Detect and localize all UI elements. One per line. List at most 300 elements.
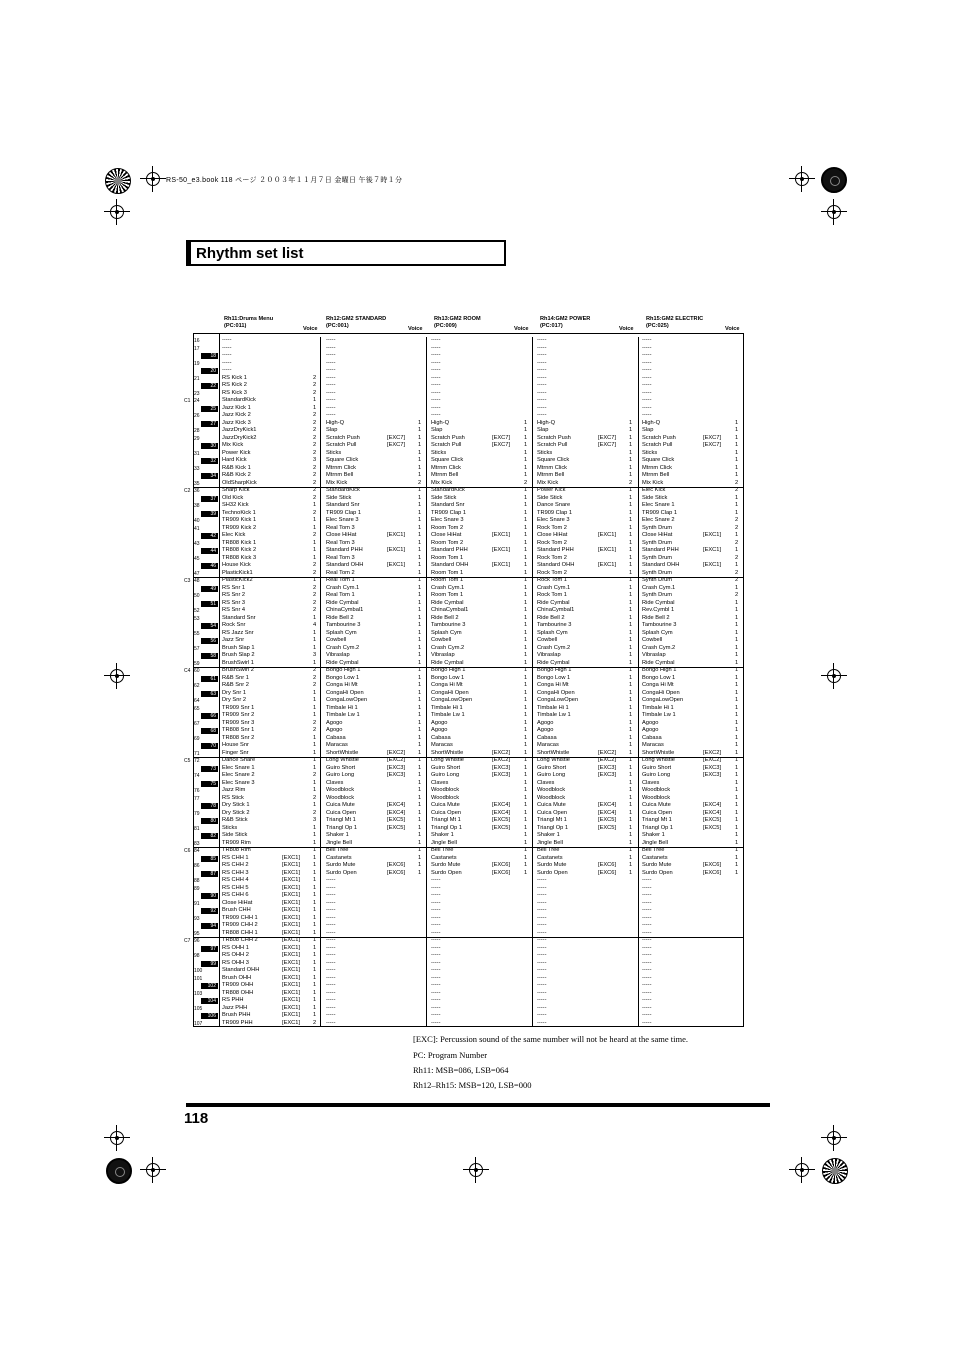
instrument-name: Room Tom 1 xyxy=(431,554,464,561)
instrument-name: ----- xyxy=(326,944,336,951)
voice-count: 1 xyxy=(418,622,422,628)
exc-group: [EXC7] xyxy=(598,434,617,441)
voice-count: 1 xyxy=(524,502,528,508)
instrument-name: ----- xyxy=(431,337,441,343)
instrument-name: Scratch Push xyxy=(537,434,571,441)
instrument-name: Square Click xyxy=(326,457,359,463)
instrument-name: ----- xyxy=(642,1019,652,1026)
voice-count: 2 xyxy=(313,442,317,448)
voice-count: 1 xyxy=(418,584,422,591)
instrument-name: ----- xyxy=(326,922,336,928)
instrument-name: RS OHH 3 xyxy=(222,959,249,966)
instrument-name: Mix Kick xyxy=(537,479,559,486)
key-number: 105 xyxy=(194,1005,203,1012)
key-number: 53 xyxy=(194,615,200,622)
instrument-name: Surdo Open xyxy=(537,869,568,876)
instrument-name: TR909 Kick 1 xyxy=(222,517,257,523)
instrument-name: Agogo xyxy=(642,727,659,733)
exc-group: [EXC5] xyxy=(387,817,406,823)
voice-count: 1 xyxy=(313,907,317,913)
instrument-name: TR909 Clap 1 xyxy=(326,509,362,516)
instrument-name: RS CHH 1 xyxy=(222,854,249,861)
voice-count: 2 xyxy=(313,599,317,606)
instrument-name: Jingle Bell xyxy=(642,839,668,846)
voice-count: 1 xyxy=(418,824,422,831)
key-number: 17 xyxy=(194,345,200,352)
voice-header: Voice xyxy=(303,326,318,332)
exc-group: [EXC1] xyxy=(387,562,406,568)
voice-count: 1 xyxy=(735,704,739,711)
instrument-name: Real Tom 1 xyxy=(326,577,355,583)
instrument-name: Bongo High 1 xyxy=(326,667,361,673)
exc-group: [EXC4] xyxy=(492,802,511,808)
instrument-name: RS Snr 1 xyxy=(222,584,246,591)
instrument-name: ----- xyxy=(326,914,336,921)
instrument-name: Jingle Bell xyxy=(537,839,563,846)
key-number: 35 xyxy=(194,480,200,487)
black-key-number: 68 xyxy=(201,728,218,734)
instrument-name: ----- xyxy=(642,884,652,891)
instrument-name: Scratch Push xyxy=(431,434,465,441)
registration-star-icon xyxy=(822,1158,848,1184)
key-number: 69 xyxy=(194,735,200,742)
voice-count: 1 xyxy=(735,622,739,628)
exc-group: [EXC7] xyxy=(492,442,511,448)
instrument-name: Cabasa xyxy=(431,734,451,741)
instrument-name: ----- xyxy=(326,352,336,358)
voice-count: 2 xyxy=(313,607,317,613)
instrument-name: ----- xyxy=(431,1019,441,1026)
instrument-name: OldSharpKick xyxy=(222,479,257,486)
voice-count: 1 xyxy=(629,419,633,426)
voice-count: 1 xyxy=(418,802,422,808)
instrument-name: ----- xyxy=(537,892,547,898)
instrument-name: Agogo xyxy=(326,719,343,726)
instrument-name: Real Tom 3 xyxy=(326,524,355,531)
exc-group: [EXC2] xyxy=(492,757,511,763)
instrument-name: Surdo Mute xyxy=(326,862,356,868)
exc-group: [EXC1] xyxy=(282,929,301,936)
instrument-name: Brush OHH xyxy=(222,974,252,981)
instrument-name: TR909 Clap 1 xyxy=(642,509,678,516)
instrument-name: Power Kick xyxy=(222,449,251,456)
voice-count: 1 xyxy=(313,757,317,763)
exc-group: [EXC1] xyxy=(282,967,301,973)
instrument-name: JazzDryKick1 xyxy=(222,427,257,433)
instrument-name: Standard OHH xyxy=(642,562,680,568)
key-number: 86 xyxy=(194,863,200,869)
instrument-name: Jazz Kick 3 xyxy=(222,419,251,426)
black-key-number: 30 xyxy=(201,443,218,449)
voice-count: 1 xyxy=(735,667,739,673)
exc-group: [EXC1] xyxy=(282,862,301,868)
instrument-name: ----- xyxy=(537,914,547,921)
instrument-name: Claves xyxy=(431,779,449,786)
exc-group: [EXC1] xyxy=(282,1004,301,1011)
voice-count: 3 xyxy=(313,817,317,823)
voice-count: 2 xyxy=(313,509,317,516)
instrument-name: Agogo xyxy=(642,719,659,726)
instrument-name: ----- xyxy=(431,1012,441,1018)
instrument-name: Jazz Kick 1 xyxy=(222,404,251,411)
instrument-name: Timbale Lw 1 xyxy=(431,712,465,718)
voice-header: Voice xyxy=(408,326,423,332)
instrument-name: TR909 Snr 2 xyxy=(222,712,255,718)
voice-count: 1 xyxy=(524,472,528,478)
voice-count: 1 xyxy=(629,772,633,778)
voice-count: 1 xyxy=(735,442,739,448)
instrument-name: ----- xyxy=(537,352,547,358)
instrument-name: ChinaCymbal1 xyxy=(537,607,575,613)
instrument-name: Mix Kick xyxy=(642,479,664,486)
exc-group: [EXC1] xyxy=(387,532,406,538)
voice-count: 1 xyxy=(524,494,528,501)
key-number: 71 xyxy=(194,750,200,757)
instrument-name: ShortWhistle xyxy=(431,749,464,756)
exc-group: [EXC6] xyxy=(492,869,511,876)
voice-count: 1 xyxy=(524,569,528,576)
voice-count: 1 xyxy=(313,802,317,808)
voice-count: 1 xyxy=(524,629,528,636)
voice-count: 1 xyxy=(629,712,633,718)
voice-count: 1 xyxy=(735,794,739,801)
voice-count: 1 xyxy=(418,847,422,853)
voice-count: 1 xyxy=(418,547,422,553)
instrument-name: ----- xyxy=(537,884,547,891)
instrument-name: StandardKick xyxy=(431,487,465,493)
voice-count: 1 xyxy=(313,524,317,531)
voice-count: 1 xyxy=(313,974,317,981)
instrument-name: ----- xyxy=(537,989,547,996)
voice-count: 1 xyxy=(629,779,633,786)
black-key-number: 85 xyxy=(201,856,218,862)
instrument-name: TR808 Kick 2 xyxy=(222,547,257,553)
instrument-name: ----- xyxy=(537,907,547,913)
key-number: 77 xyxy=(194,795,200,802)
voice-count: 1 xyxy=(524,449,528,456)
instrument-name: ----- xyxy=(326,397,336,403)
instrument-name: TR808 OHH xyxy=(222,989,254,996)
octave-label: C4 xyxy=(184,668,191,674)
voice-count: 1 xyxy=(313,704,317,711)
voice-count: 1 xyxy=(313,944,317,951)
voice-count: 1 xyxy=(418,464,422,471)
key-number: 55 xyxy=(194,630,200,637)
voice-count: 1 xyxy=(524,547,528,553)
voice-count: 1 xyxy=(313,644,317,651)
instrument-name: Cuica Open xyxy=(431,809,462,816)
instrument-name: StandardKick xyxy=(222,397,256,403)
instrument-name: Ride Bell 2 xyxy=(431,614,459,621)
instrument-name: Rock Tom 2 xyxy=(537,554,567,561)
voice-header: Voice xyxy=(619,326,634,332)
voice-count: 2 xyxy=(313,1019,317,1026)
key-number: 19 xyxy=(194,360,200,367)
key-number: 28 xyxy=(194,428,200,434)
instrument-name: Slap xyxy=(537,427,549,433)
black-key-number: 58 xyxy=(201,653,218,659)
instrument-name: Bell Tree xyxy=(326,847,349,853)
instrument-name: ----- xyxy=(537,929,547,936)
instrument-name: BrushSwirl 2 xyxy=(222,667,254,673)
instrument-name: Ride Bell 2 xyxy=(642,614,670,621)
instrument-name: ----- xyxy=(431,952,441,958)
exc-group: [EXC7] xyxy=(387,434,406,441)
instrument-name: ----- xyxy=(222,337,232,343)
voice-count: 1 xyxy=(313,967,317,973)
exc-group: [EXC7] xyxy=(703,434,722,441)
instrument-name: Triangl Mt 1 xyxy=(326,817,356,823)
voice-count: 1 xyxy=(524,644,528,651)
instrument-name: ----- xyxy=(642,899,652,906)
key-number: 81 xyxy=(194,825,200,832)
instrument-name: R&B Kick 2 xyxy=(222,472,251,478)
instrument-name: Bongo High 1 xyxy=(537,667,572,673)
instrument-name: Jazz PHH xyxy=(222,1004,248,1011)
voice-count: 1 xyxy=(629,787,633,793)
instrument-name: Guiro Short xyxy=(642,764,672,771)
exc-group: [EXC2] xyxy=(387,749,406,756)
instrument-name: ----- xyxy=(642,397,652,403)
voice-count: 1 xyxy=(735,674,739,681)
exc-group: [EXC1] xyxy=(703,532,722,538)
instrument-name: Timbale Hi 1 xyxy=(326,704,358,711)
instrument-name: Ride Bell 2 xyxy=(326,614,354,621)
black-key-number: 25 xyxy=(201,406,218,412)
column-separator xyxy=(532,337,533,1026)
instrument-name: Sticks xyxy=(326,449,342,456)
instrument-name: Standard PHH xyxy=(537,547,574,553)
instrument-name: RS Kick 3 xyxy=(222,389,247,396)
instrument-name: Room Tom 2 xyxy=(431,539,464,546)
instrument-name: Long Whistle xyxy=(537,757,570,763)
instrument-name: ----- xyxy=(642,952,652,958)
instrument-name: ----- xyxy=(431,974,441,981)
voice-count: 1 xyxy=(418,659,422,666)
instrument-name: RS OHH 2 xyxy=(222,952,249,958)
voice-count: 2 xyxy=(313,592,317,598)
voice-count: 1 xyxy=(524,839,528,846)
voice-count: 1 xyxy=(735,839,739,846)
key-number: 76 xyxy=(194,788,200,794)
instrument-name: Cuica Mute xyxy=(642,802,671,808)
voice-count: 1 xyxy=(313,629,317,636)
voice-count: 1 xyxy=(524,734,528,741)
exc-group: [EXC1] xyxy=(492,532,511,538)
instrument-name: RS CHH 3 xyxy=(222,869,249,876)
voice-count: 1 xyxy=(524,749,528,756)
key-number: 101 xyxy=(194,975,203,982)
instrument-name: ----- xyxy=(537,344,547,351)
instrument-name: ----- xyxy=(537,359,547,366)
instrument-name: Surdo Mute xyxy=(431,862,461,868)
instrument-name: Bell Tree xyxy=(431,847,454,853)
black-key-number: 54 xyxy=(201,623,218,629)
instrument-name: TR909 CHH 2 xyxy=(222,922,258,928)
instrument-name: ----- xyxy=(326,337,336,343)
instrument-name: TR909 Clap 1 xyxy=(431,509,467,516)
instrument-name: Sticks xyxy=(642,449,658,456)
instrument-name: CongaLowOpen xyxy=(431,697,473,703)
voice-count: 1 xyxy=(524,704,528,711)
voice-count: 1 xyxy=(524,652,528,658)
voice-count: 2 xyxy=(313,487,317,493)
voice-count: 1 xyxy=(735,847,739,853)
voice-count: 1 xyxy=(735,809,739,816)
black-key-number: 99 xyxy=(201,961,218,967)
voice-count: 2 xyxy=(313,667,317,673)
exc-group: [EXC4] xyxy=(492,809,511,816)
instrument-name: ----- xyxy=(642,937,652,943)
voice-count: 1 xyxy=(629,547,633,553)
instrument-name: Close HiHat xyxy=(537,532,568,538)
instrument-name: House Snr xyxy=(222,742,249,748)
voice-count: 1 xyxy=(629,569,633,576)
instrument-name: ----- xyxy=(431,907,441,913)
instrument-name: Bongo Low 1 xyxy=(431,674,465,681)
column-separator xyxy=(426,337,427,1026)
note-rh12-15: Rh12–Rh15: MSB=120, LSB=000 xyxy=(413,1080,532,1090)
instrument-name: Elec Snare 2 xyxy=(642,517,675,523)
instrument-name: Mtrnm Click xyxy=(431,464,462,471)
key-number: 16 xyxy=(194,338,200,344)
instrument-name: RS Snr 3 xyxy=(222,599,246,606)
instrument-name: ----- xyxy=(222,367,232,373)
instrument-name: Timbale Hi 1 xyxy=(537,704,569,711)
instrument-name: ----- xyxy=(537,412,547,418)
voice-count: 1 xyxy=(629,622,633,628)
instrument-name: Room Tom 2 xyxy=(431,524,464,531)
instrument-name: ----- xyxy=(642,929,652,936)
instrument-name: Shaker 1 xyxy=(431,832,454,838)
instrument-name: High-Q xyxy=(326,419,345,426)
voice-count: 1 xyxy=(735,869,739,876)
voice-count: 1 xyxy=(629,614,633,621)
black-key-number: 34 xyxy=(201,473,218,479)
key-number: 64 xyxy=(194,698,200,704)
note-rh11: Rh11: MSB=086, LSB=064 xyxy=(413,1065,509,1075)
voice-count: 1 xyxy=(524,742,528,748)
instrument-name: ----- xyxy=(642,374,652,381)
voice-count: 1 xyxy=(524,659,528,666)
voice-count: 1 xyxy=(313,914,317,921)
instrument-name: ----- xyxy=(642,367,652,373)
octave-divider xyxy=(193,937,744,938)
instrument-name: ----- xyxy=(537,337,547,343)
black-key-number: 37 xyxy=(201,496,218,502)
voice-count: 1 xyxy=(313,854,317,861)
instrument-name: ----- xyxy=(431,352,441,358)
instrument-name: RS CHH 6 xyxy=(222,892,249,898)
instrument-name: Rock Tom 2 xyxy=(537,569,567,576)
voice-count: 3 xyxy=(313,652,317,658)
voice-count: 1 xyxy=(735,449,739,456)
voice-count: 2 xyxy=(629,479,633,486)
instrument-name: Dry Stick 1 xyxy=(222,802,250,808)
instrument-name: Scratch Pull xyxy=(431,442,462,448)
voice-count: 1 xyxy=(418,787,422,793)
voice-count: 1 xyxy=(524,854,528,861)
column-header-rh11: Rh11:Drums Menu (PC:011) xyxy=(224,316,274,329)
instrument-name: Crash Cym.1 xyxy=(642,584,676,591)
instrument-name: Crash Cym.2 xyxy=(537,644,571,651)
voice-count: 1 xyxy=(313,922,317,928)
exc-group: [EXC1] xyxy=(282,982,301,988)
instrument-name: Scratch Pull xyxy=(642,442,673,448)
voice-count: 1 xyxy=(524,832,528,838)
key-number: 59 xyxy=(194,660,200,667)
instrument-name: ----- xyxy=(431,892,441,898)
exc-group: [EXC6] xyxy=(703,869,722,876)
key-number: 41 xyxy=(194,525,200,532)
column-header-rh12: Rh12:GM2 STANDARD (PC:001) xyxy=(326,316,387,329)
instrument-name: ----- xyxy=(642,382,652,388)
instrument-name: Elec Snare 2 xyxy=(222,772,255,778)
instrument-name: Standard OHH xyxy=(326,562,364,568)
black-key-number: 63 xyxy=(201,691,218,697)
voice-count: 1 xyxy=(524,509,528,516)
voice-count: 1 xyxy=(524,802,528,808)
instrument-name: ----- xyxy=(222,359,232,366)
instrument-name: ----- xyxy=(326,412,336,418)
instrument-name: Standard OHH xyxy=(537,562,575,568)
instrument-name: Close HiHat xyxy=(431,532,462,538)
instrument-name: ----- xyxy=(642,944,652,951)
instrument-name: Scratch Pull xyxy=(326,442,357,448)
exc-group: [EXC3] xyxy=(703,764,722,771)
exc-group: [EXC4] xyxy=(387,809,406,816)
instrument-name: ----- xyxy=(642,1004,652,1011)
voice-count: 1 xyxy=(629,539,633,546)
voice-count: 1 xyxy=(524,622,528,628)
instrument-name: ----- xyxy=(431,989,441,996)
black-key-number: 73 xyxy=(201,766,218,772)
exc-group: [EXC3] xyxy=(703,772,722,778)
voice-count: 1 xyxy=(524,584,528,591)
instrument-name: RS OHH 1 xyxy=(222,944,249,951)
voice-count: 1 xyxy=(735,854,739,861)
instrument-name: Vibraslap xyxy=(326,652,350,658)
instrument-name: Ride Cymbal xyxy=(431,659,464,666)
instrument-name: ----- xyxy=(431,929,441,936)
instrument-name: Room Tom 1 xyxy=(431,577,464,583)
instrument-name: Cuica Mute xyxy=(326,802,355,808)
instrument-name: ShortWhistle xyxy=(326,749,359,756)
instrument-name: Cabasa xyxy=(537,734,557,741)
instrument-name: Triangl Mt 1 xyxy=(431,817,461,823)
black-key-number: 104 xyxy=(201,998,218,1004)
instrument-name: CongaHi Open xyxy=(642,689,680,696)
instrument-name: Ride Cymbal xyxy=(537,659,570,666)
octave-label: C2 xyxy=(184,488,191,494)
instrument-name: ----- xyxy=(326,1012,336,1018)
instrument-name: Scratch Push xyxy=(642,434,676,441)
instrument-name: Triangl Op 1 xyxy=(326,824,358,831)
exc-group: [EXC1] xyxy=(598,532,617,538)
instrument-name: ----- xyxy=(326,989,336,996)
instrument-name: CongaHi Open xyxy=(431,689,469,696)
instrument-name: Brush PHH xyxy=(222,1012,251,1018)
instrument-name: ----- xyxy=(642,982,652,988)
instrument-name: ----- xyxy=(326,952,336,958)
instrument-name: Side Stick xyxy=(642,494,668,501)
voice-count: 1 xyxy=(629,674,633,681)
voice-count: 1 xyxy=(524,532,528,538)
exc-group: [EXC1] xyxy=(492,547,511,553)
instrument-name: Real Tom 3 xyxy=(326,554,355,561)
instrument-name: Elec Snare 3 xyxy=(222,779,255,786)
instrument-name: Mtrnm Click xyxy=(326,464,357,471)
